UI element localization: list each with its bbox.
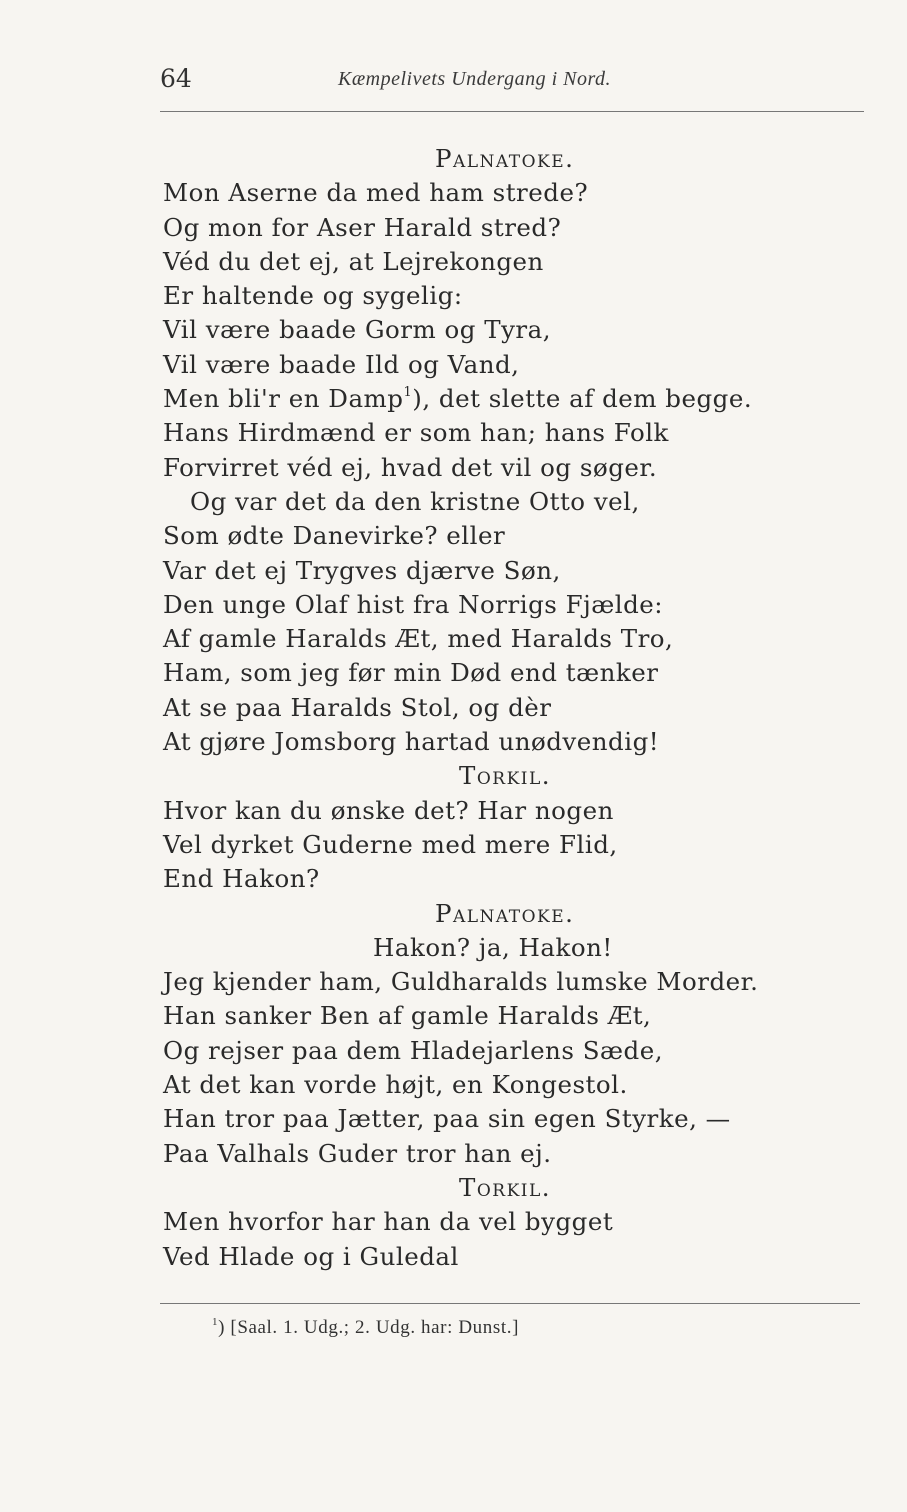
speaker-heading: Torkil.: [459, 1172, 552, 1202]
verse-line: Og mon for Aser Harald stred?: [163, 212, 562, 242]
verse-line: Og rejser paa dem Hladejarlens Sæde,: [163, 1035, 663, 1065]
verse-line: Hans Hirdmænd er som han; hans Folk: [163, 418, 669, 448]
verse-line: Jeg kjender ham, Guldharalds lumske Morder.: [163, 967, 759, 997]
speaker-heading: Torkil.: [459, 761, 552, 791]
footnote-reference: 1: [403, 385, 413, 401]
verse-line: [163, 382, 843, 416]
verse-line: Véd du det ej, at Lejrekongen: [163, 246, 544, 276]
header-rule: [160, 111, 864, 112]
verse-line-part: Men bli'r en Damp: [163, 384, 404, 414]
footnote: [212, 1317, 519, 1339]
verse-line-part: ), det slette af dem begge.: [412, 384, 753, 414]
speaker-heading: Palnatoke.: [435, 898, 575, 928]
footnote-rule: [160, 1303, 860, 1304]
verse-line: Hakon? ja, Hakon!: [373, 932, 613, 962]
verse-line: Han sanker Ben af gamle Haralds Æt,: [163, 1001, 652, 1031]
verse-line: At det kan vorde højt, en Kongestol.: [163, 1070, 628, 1100]
verse-line: Vel dyrket Guderne med mere Flid,: [163, 829, 618, 859]
verse-line: Han tror paa Jætter, paa sin egen Styrke, —: [163, 1104, 731, 1134]
page-number: 64: [160, 64, 192, 93]
verse-line: Som ødte Danevirke? eller: [163, 521, 506, 551]
running-title: Kæmpelivets Undergang i Nord.: [338, 68, 612, 90]
verse-line: Ham, som jeg før min Død end tænker: [163, 658, 659, 688]
verse-line: Var det ej Trygves djærve Søn,: [163, 555, 561, 585]
verse-line: Er haltende og sygelig:: [163, 281, 463, 311]
verse-line: Mon Aserne da med ham strede?: [163, 178, 589, 208]
footnote-mark: 1: [212, 1316, 219, 1328]
verse-line: Hvor kan du ønske det? Har nogen: [163, 795, 614, 825]
verse-line: Vil være baade Ild og Vand,: [163, 349, 520, 379]
verse-line: Ved Hlade og i Guledal: [163, 1241, 459, 1271]
verse-line: At se paa Haralds Stol, og dèr: [163, 692, 552, 722]
verse-line: Men hvorfor har han da vel bygget: [163, 1207, 614, 1237]
footnote-text: ) [Saal. 1. Udg.; 2. Udg. har: Dunst.]: [218, 1317, 520, 1338]
verse-line: Af gamle Haralds Æt, med Haralds Tro,: [163, 624, 674, 654]
verse-line: Forvirret véd ej, hvad det vil og søger.: [163, 452, 658, 482]
page-header: [160, 64, 800, 98]
verse-text: [163, 142, 843, 1274]
verse-line: Paa Valhals Guder tror han ej.: [163, 1138, 552, 1168]
verse-line: Den unge Olaf hist fra Norrigs Fjælde:: [163, 589, 664, 619]
verse-line: Og var det da den kristne Otto vel,: [190, 486, 640, 516]
verse-line: End Hakon?: [163, 864, 320, 894]
verse-line: Vil være baade Gorm og Tyra,: [163, 315, 552, 345]
speaker-heading: Palnatoke.: [435, 144, 575, 173]
verse-line: At gjøre Jomsborg hartad unødvendig!: [163, 727, 660, 757]
